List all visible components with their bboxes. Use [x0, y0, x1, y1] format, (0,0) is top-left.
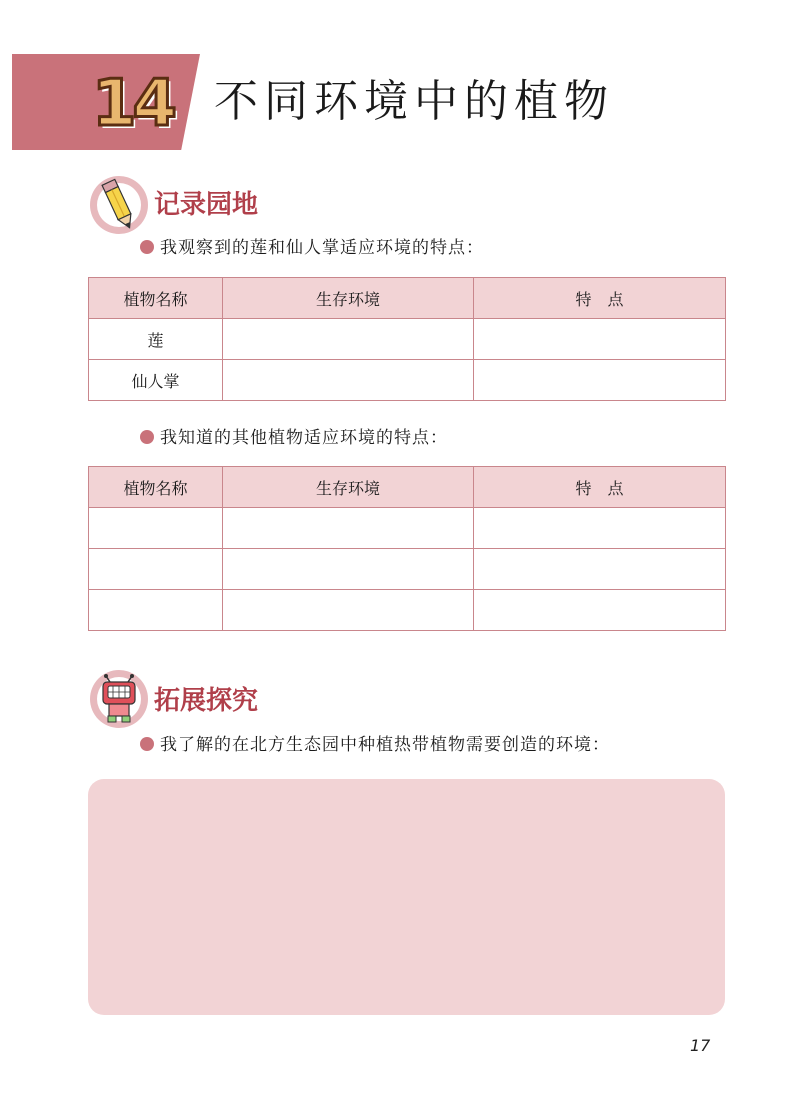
- bullet-icon: [140, 430, 154, 444]
- cell-plant-name: 仙人掌: [89, 360, 223, 401]
- cell-environment[interactable]: [223, 508, 474, 549]
- cell-environment[interactable]: [223, 360, 474, 401]
- prompt-tropical-text: 我了解的在北方生态园中种植热带植物需要创造的环境：: [160, 735, 610, 755]
- section-title-record: 记录园地: [154, 190, 259, 220]
- answer-box[interactable]: [88, 779, 725, 1015]
- header-plant-name: 植物名称: [89, 467, 223, 508]
- robot-icon: [90, 670, 148, 728]
- header-plant-name: 植物名称: [89, 278, 223, 319]
- table-other-plants: [88, 466, 726, 631]
- prompt-observed-text: 我观察到的莲和仙人掌适应环境的特点：: [160, 238, 484, 258]
- cell-features[interactable]: [474, 319, 726, 360]
- cell-plant-name[interactable]: [89, 549, 223, 590]
- table-row: [89, 319, 726, 360]
- cell-features[interactable]: [474, 590, 726, 631]
- cell-environment[interactable]: [223, 549, 474, 590]
- cell-plant-name: 莲: [89, 319, 223, 360]
- cell-environment[interactable]: [223, 319, 474, 360]
- header-features: 特 点: [474, 467, 726, 508]
- bullet-icon: [140, 737, 154, 751]
- table-row: [89, 549, 726, 590]
- table-row: [89, 360, 726, 401]
- lesson-number: 14: [92, 67, 174, 141]
- table-header-row: [89, 278, 726, 319]
- prompt-observed: [140, 236, 484, 260]
- table-row: [89, 508, 726, 549]
- header-environment: 生存环境: [223, 278, 474, 319]
- table-header-row: [89, 467, 726, 508]
- cell-plant-name[interactable]: [89, 590, 223, 631]
- header-environment: 生存环境: [223, 467, 474, 508]
- page-title: 不同环境中的植物: [214, 76, 614, 127]
- section-title-explore: 拓展探究: [154, 686, 259, 716]
- prompt-tropical: [140, 733, 610, 757]
- prompt-other-plants-text: 我知道的其他植物适应环境的特点：: [160, 428, 448, 448]
- table-row: [89, 590, 726, 631]
- table-observed-plants: [88, 277, 726, 401]
- prompt-other-plants: [140, 426, 448, 450]
- cell-features[interactable]: [474, 549, 726, 590]
- pencil-icon: [90, 176, 148, 234]
- cell-plant-name[interactable]: [89, 508, 223, 549]
- cell-features[interactable]: [474, 508, 726, 549]
- cell-environment[interactable]: [223, 590, 474, 631]
- header-features: 特 点: [474, 278, 726, 319]
- page-number: 17: [690, 1036, 711, 1055]
- bullet-icon: [140, 240, 154, 254]
- cell-features[interactable]: [474, 360, 726, 401]
